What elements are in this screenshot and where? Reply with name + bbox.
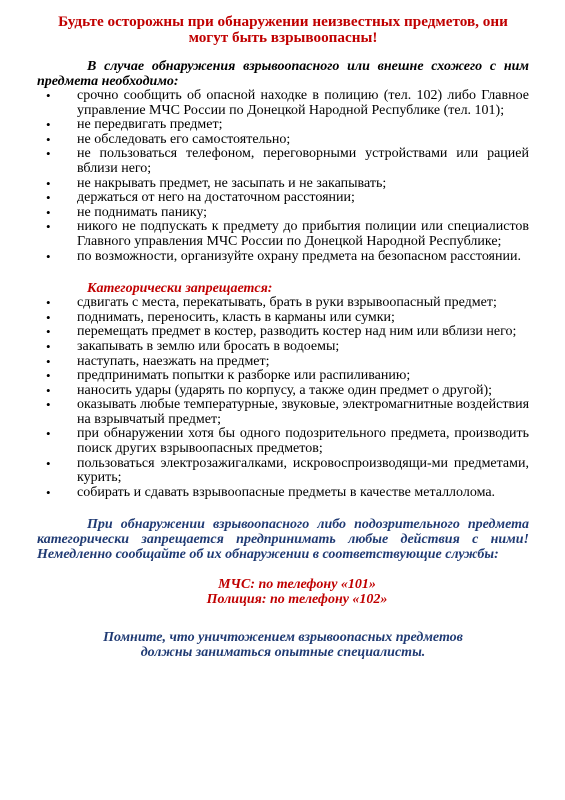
- bullet-icon: •: [46, 295, 51, 311]
- bullet-icon: •: [46, 455, 51, 471]
- list-item: • пользоваться электрозажигалками, искровоспроизводящи-ми предметами, курить;: [46, 455, 529, 486]
- list-item: • перемещать предмет в костер, разводить костер над ним или вблизи него;: [46, 324, 517, 340]
- bullet-icon: •: [46, 175, 51, 191]
- bullet-icon: •: [46, 88, 51, 103]
- bullet-icon: •: [46, 338, 51, 354]
- bullet-icon: •: [46, 309, 51, 325]
- list-item: • закапывать в землю или бросать в водоемы;: [46, 338, 340, 354]
- bullet-icon: •: [46, 131, 51, 147]
- bullet-icon: •: [46, 426, 51, 442]
- reminder-line-2: должны заниматься опытные специалисты.: [140, 645, 426, 661]
- bullet-icon: •: [46, 484, 51, 500]
- prohibited-heading: Категорически запрещается:: [87, 281, 273, 297]
- list-item: • держаться от него на достаточном расстоянии;: [46, 190, 355, 206]
- bullet-icon: •: [46, 382, 51, 398]
- list-item: • не передвигать предмет;: [46, 117, 223, 133]
- list-item: • по возможности, организуйте охрану предмета на безопасном расстоянии.: [46, 248, 521, 264]
- list-item: • не накрывать предмет, не засыпать и не закапывать;: [46, 175, 387, 191]
- emergency-contacts: [65, 577, 529, 607]
- bullet-icon: •: [46, 219, 51, 235]
- bullet-icon: •: [46, 248, 51, 264]
- warning-title: Будьте осторожны при обнаружении неизвестных предметов, они могут быть взрывоопасны!: [58, 13, 508, 46]
- list-item: • при обнаружении хотя бы одного подозрительного предмета, производить поиск других взрывоопасных предметов;: [46, 426, 529, 457]
- bullet-icon: •: [46, 146, 51, 162]
- required-actions-list: [37, 89, 529, 264]
- list-item: • сдвигать с места, перекатывать, брать в руки взрывоопасный предмет;: [46, 295, 497, 311]
- list-item: • наносить удары (ударять по корпусу, а также один предмет о другой);: [46, 382, 493, 398]
- list-item: • не обследовать его самостоятельно;: [46, 131, 291, 147]
- list-item: • поднимать, переносить, класть в карманы или сумки;: [46, 309, 395, 325]
- mchs-phone: МЧС: по телефону «101»: [218, 577, 376, 593]
- list-item: • наступать, наезжать на предмет;: [46, 353, 270, 369]
- list-item: • предпринимать попытки к разборке или распиливанию;: [46, 368, 411, 384]
- list-item: • срочно сообщить об опасной находке в полицию (тел. 102) либо Главное управление МЧС России по Донецкой Народной Республике (тел. 101);: [46, 88, 529, 118]
- bullet-icon: •: [46, 204, 51, 220]
- police-phone: Полиция: по телефону «102»: [206, 592, 388, 608]
- bullet-icon: •: [46, 324, 51, 340]
- bullet-icon: •: [46, 397, 51, 413]
- bullet-icon: •: [46, 368, 51, 384]
- reminder-note: [37, 630, 529, 660]
- bullet-icon: •: [46, 117, 51, 133]
- prohibited-actions-list: [37, 296, 529, 500]
- list-item: • никого не подпускать к предмету до прибытия полиции или специалистов Главного управления МЧС России по Донецкой Народной Республике;: [46, 219, 529, 249]
- list-item: • собирать и сдавать взрывоопасные предметы в качестве металлолома.: [46, 484, 496, 500]
- intro-paragraph: В случае обнаружения взрывоопасного или внешне схожего с ним предмета необходимо:: [37, 59, 529, 89]
- bullet-icon: •: [46, 353, 51, 369]
- list-item: • не поднимать панику;: [46, 204, 208, 220]
- list-item: • не пользоваться телефоном, переговорными устройствами или рацией вблизи него;: [46, 146, 529, 176]
- list-item: • оказывать любые температурные, звуковые, электромагнитные воздействия на взрывчатый предмет;: [46, 397, 530, 427]
- document-page: [37, 14, 529, 660]
- reminder-line-1: Помните, что уничтожением взрывоопасных предметов: [103, 630, 463, 646]
- notice-paragraph: При обнаружении взрывоопасного либо подозрительного предмета категорически запрещается предпринимать любые действия с ними! Немедленно сообщайте об их обнаружении в соответствующие службы:: [37, 517, 529, 563]
- bullet-icon: •: [46, 190, 51, 206]
